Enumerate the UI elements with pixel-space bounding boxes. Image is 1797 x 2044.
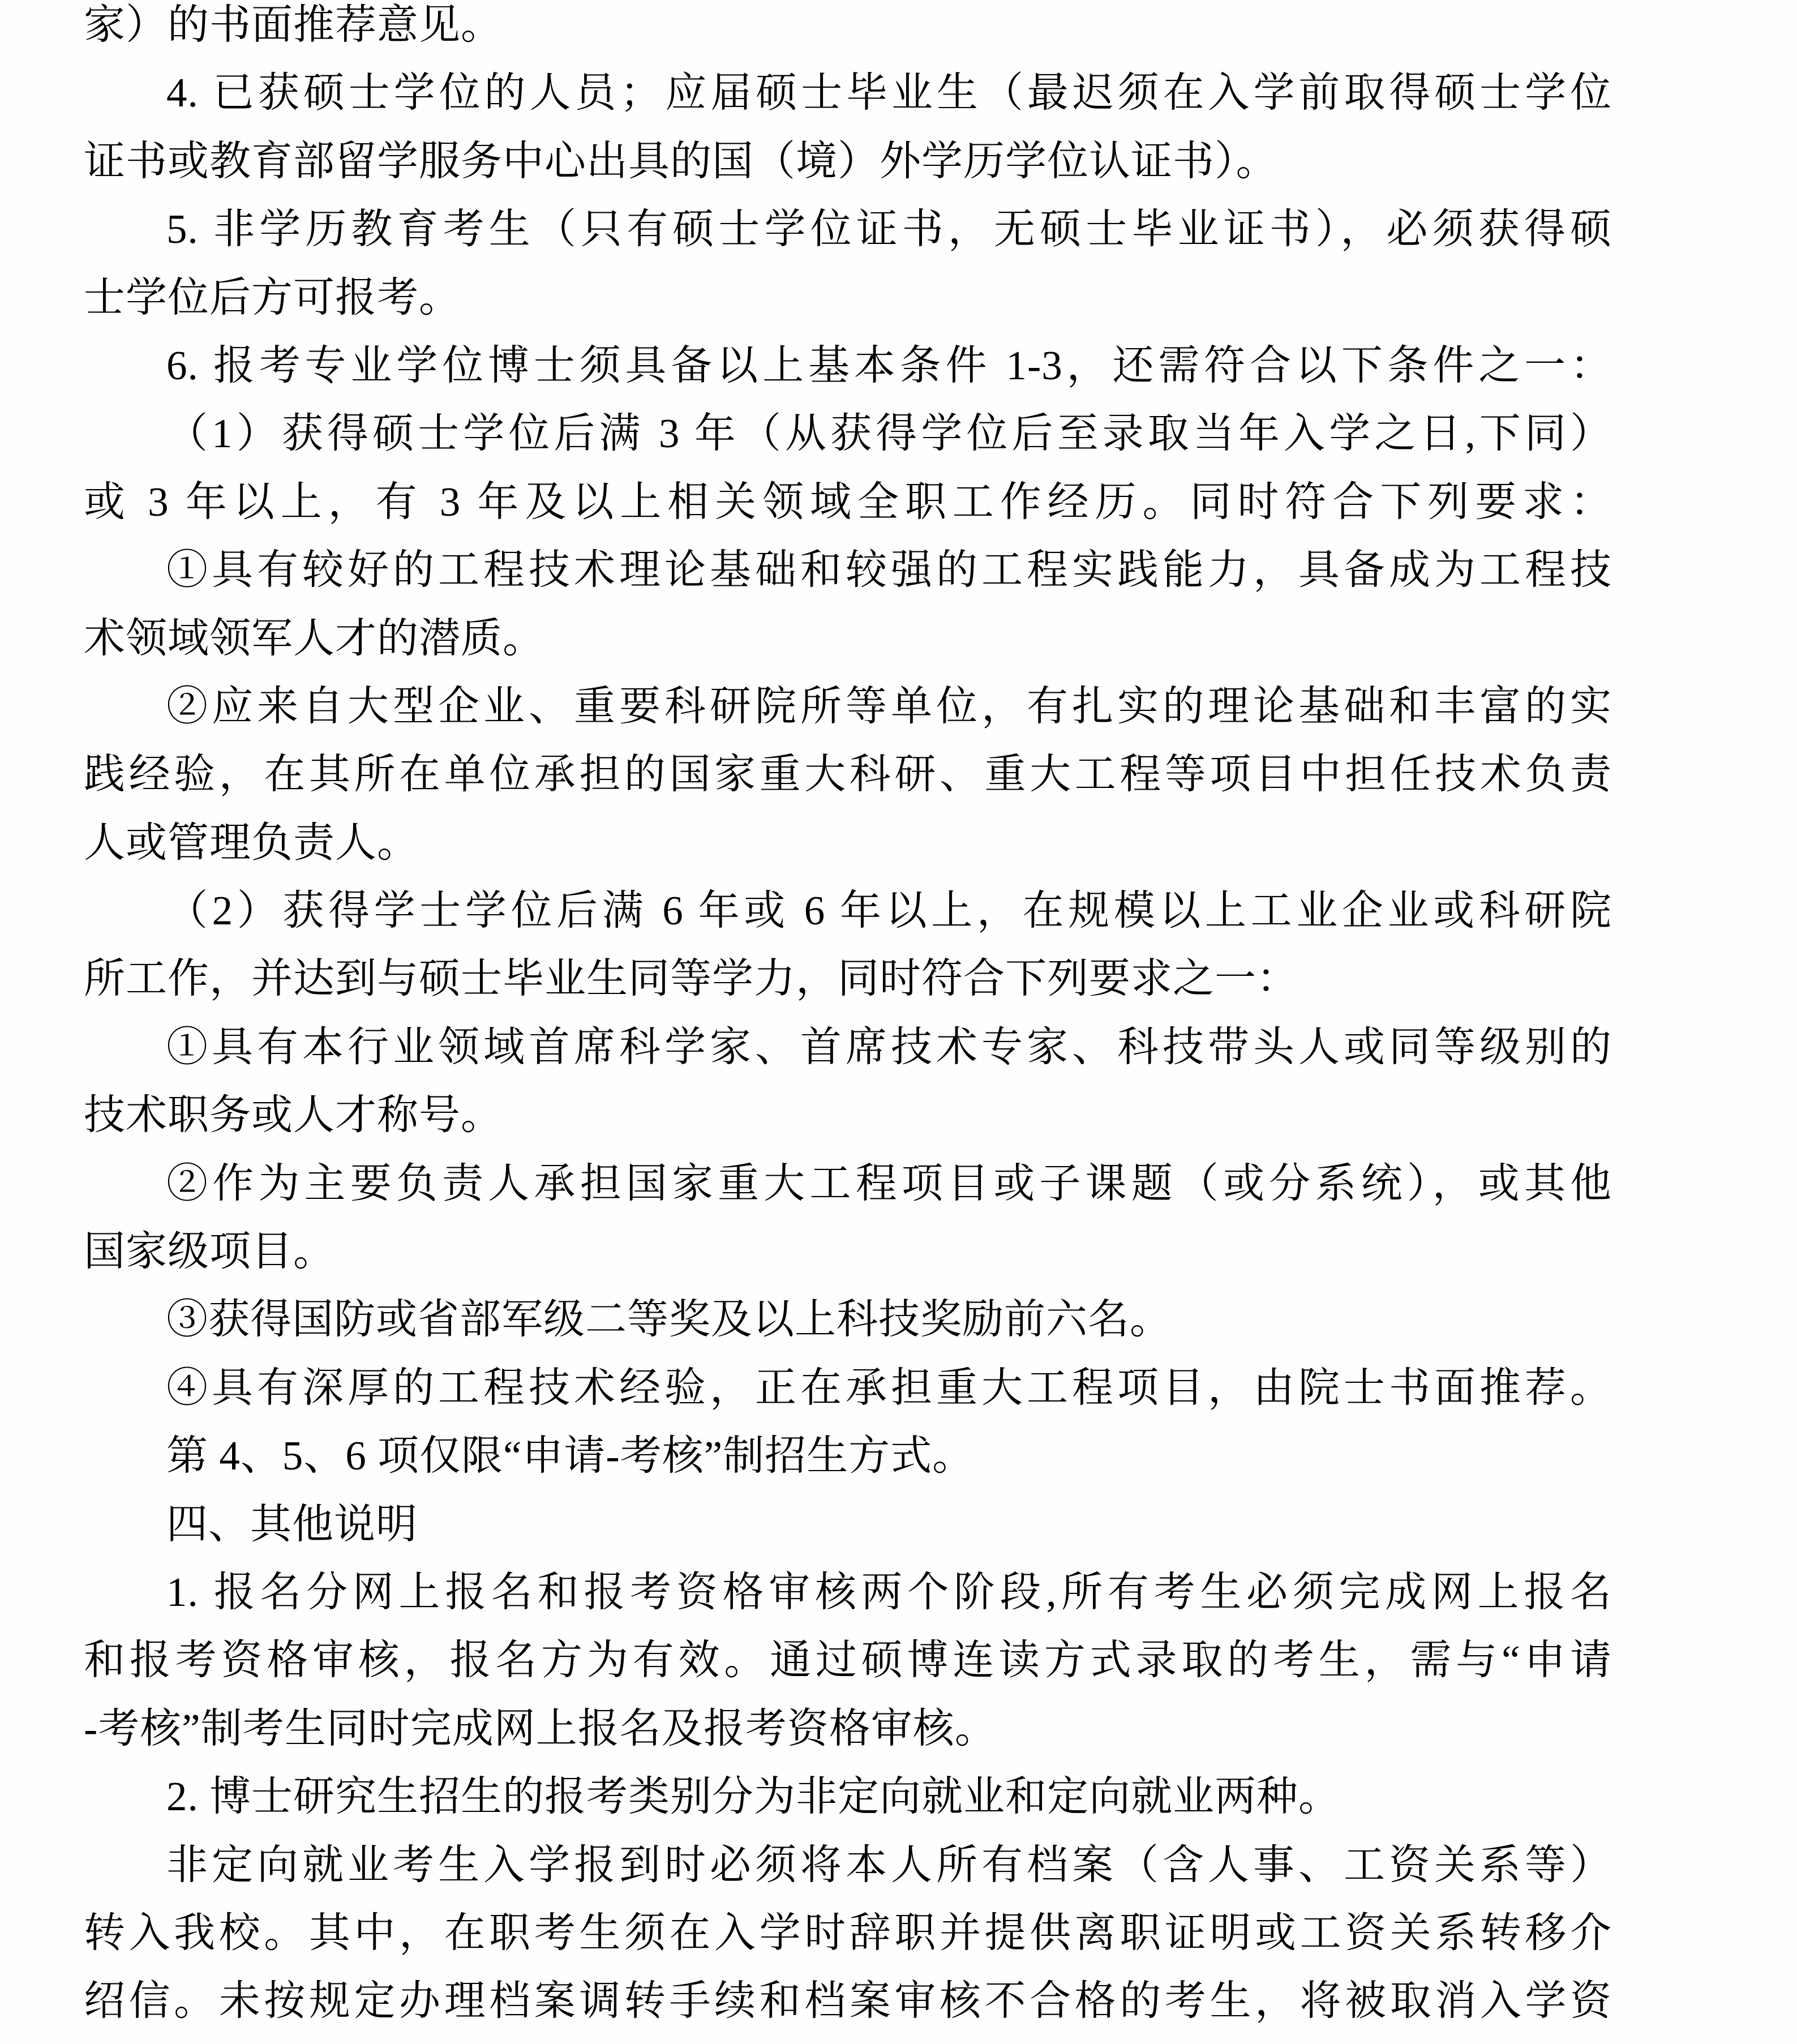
- text-line: （1）获得硕士学位后满 3 年（从获得学位后至录取当年入学之日,下同）: [166, 410, 1612, 457]
- text-line: 和报考资格审核，报名方为有效。通过硕博连读方式录取的考生，需与“申请: [84, 1637, 1612, 1683]
- text-line: 术领域领军人才的潜质。: [84, 615, 544, 661]
- text-line: 转入我校。其中，在职考生须在入学时辞职并提供离职证明或工资关系转移介: [84, 1909, 1612, 1956]
- text-line: 4. 已获硕士学位的人员；应届硕士毕业生（最迟须在入学前取得硕士学位: [166, 70, 1612, 116]
- text-line: 5. 非学历教育考生（只有硕士学位证书，无硕士毕业证书），必须获得硕: [166, 206, 1612, 252]
- text-line: 践经验，在其所在单位承担的国家重大科研、重大工程等项目中担任技术负责: [84, 751, 1612, 798]
- text-line: （2）获得学士学位后满 6 年或 6 年以上，在规模以上工业企业或科研院: [166, 888, 1612, 934]
- text-line: ②应来自大型企业、重要科研院所等单位，有扎实的理论基础和丰富的实: [166, 683, 1612, 729]
- text-line: ④具有深厚的工程技术经验，正在承担重大工程项目，由院士书面推荐。: [166, 1364, 1612, 1411]
- text-line: 四、其他说明: [166, 1501, 418, 1547]
- document-text: [84, 0, 1612, 2036]
- text-line: 6. 报考专业学位博士须具备以上基本条件 1-3，还需符合以下条件之一：: [166, 342, 1612, 388]
- text-line: 国家级项目。: [84, 1228, 335, 1275]
- text-line: 或 3 年以上，有 3 年及以上相关领域全职工作经历。同时符合下列要求：: [84, 478, 1612, 525]
- text-line: -考核”制考生同时完成网上报名及报考资格审核。: [84, 1705, 997, 1751]
- text-line: 2. 博士研究生招生的报考类别分为非定向就业和定向就业两种。: [166, 1773, 1340, 1820]
- text-line: 所工作，并达到与硕士毕业生同等学力，同时符合下列要求之一：: [84, 955, 1298, 1002]
- text-line: ①具有本行业领域首席科学家、首席技术专家、科技带头人或同等级别的: [166, 1023, 1612, 1070]
- text-line: 技术职务或人才称号。: [84, 1092, 503, 1138]
- text-line: 家）的书面推荐意见。: [84, 2, 503, 48]
- text-line: 1. 报名分网上报名和报考资格审核两个阶段,所有考生必须完成网上报名: [166, 1569, 1612, 1615]
- text-line: ①具有较好的工程技术理论基础和较强的工程实践能力，具备成为工程技: [166, 547, 1612, 593]
- text-line: 第 4、5、6 项仅限“申请-考核”制招生方式。: [166, 1433, 975, 1479]
- text-line: 绍信。未按规定办理档案调转手续和档案审核不合格的考生，将被取消入学资: [84, 1978, 1612, 2024]
- text-line: ②作为主要负责人承担国家重大工程项目或子课题（或分系统），或其他: [166, 1160, 1612, 1206]
- text-line: 人或管理负责人。: [84, 819, 419, 865]
- text-line: 证书或教育部留学服务中心出具的国（境）外学历学位认证书）。: [84, 138, 1278, 184]
- text-line: 非定向就业考生入学报到时必须将本人所有档案（含人事、工资关系等）: [166, 1841, 1612, 1888]
- text-line: ③获得国防或省部军级二等奖及以上科技奖励前六名。: [166, 1296, 1172, 1343]
- text-line: 士学位后方可报考。: [84, 274, 461, 320]
